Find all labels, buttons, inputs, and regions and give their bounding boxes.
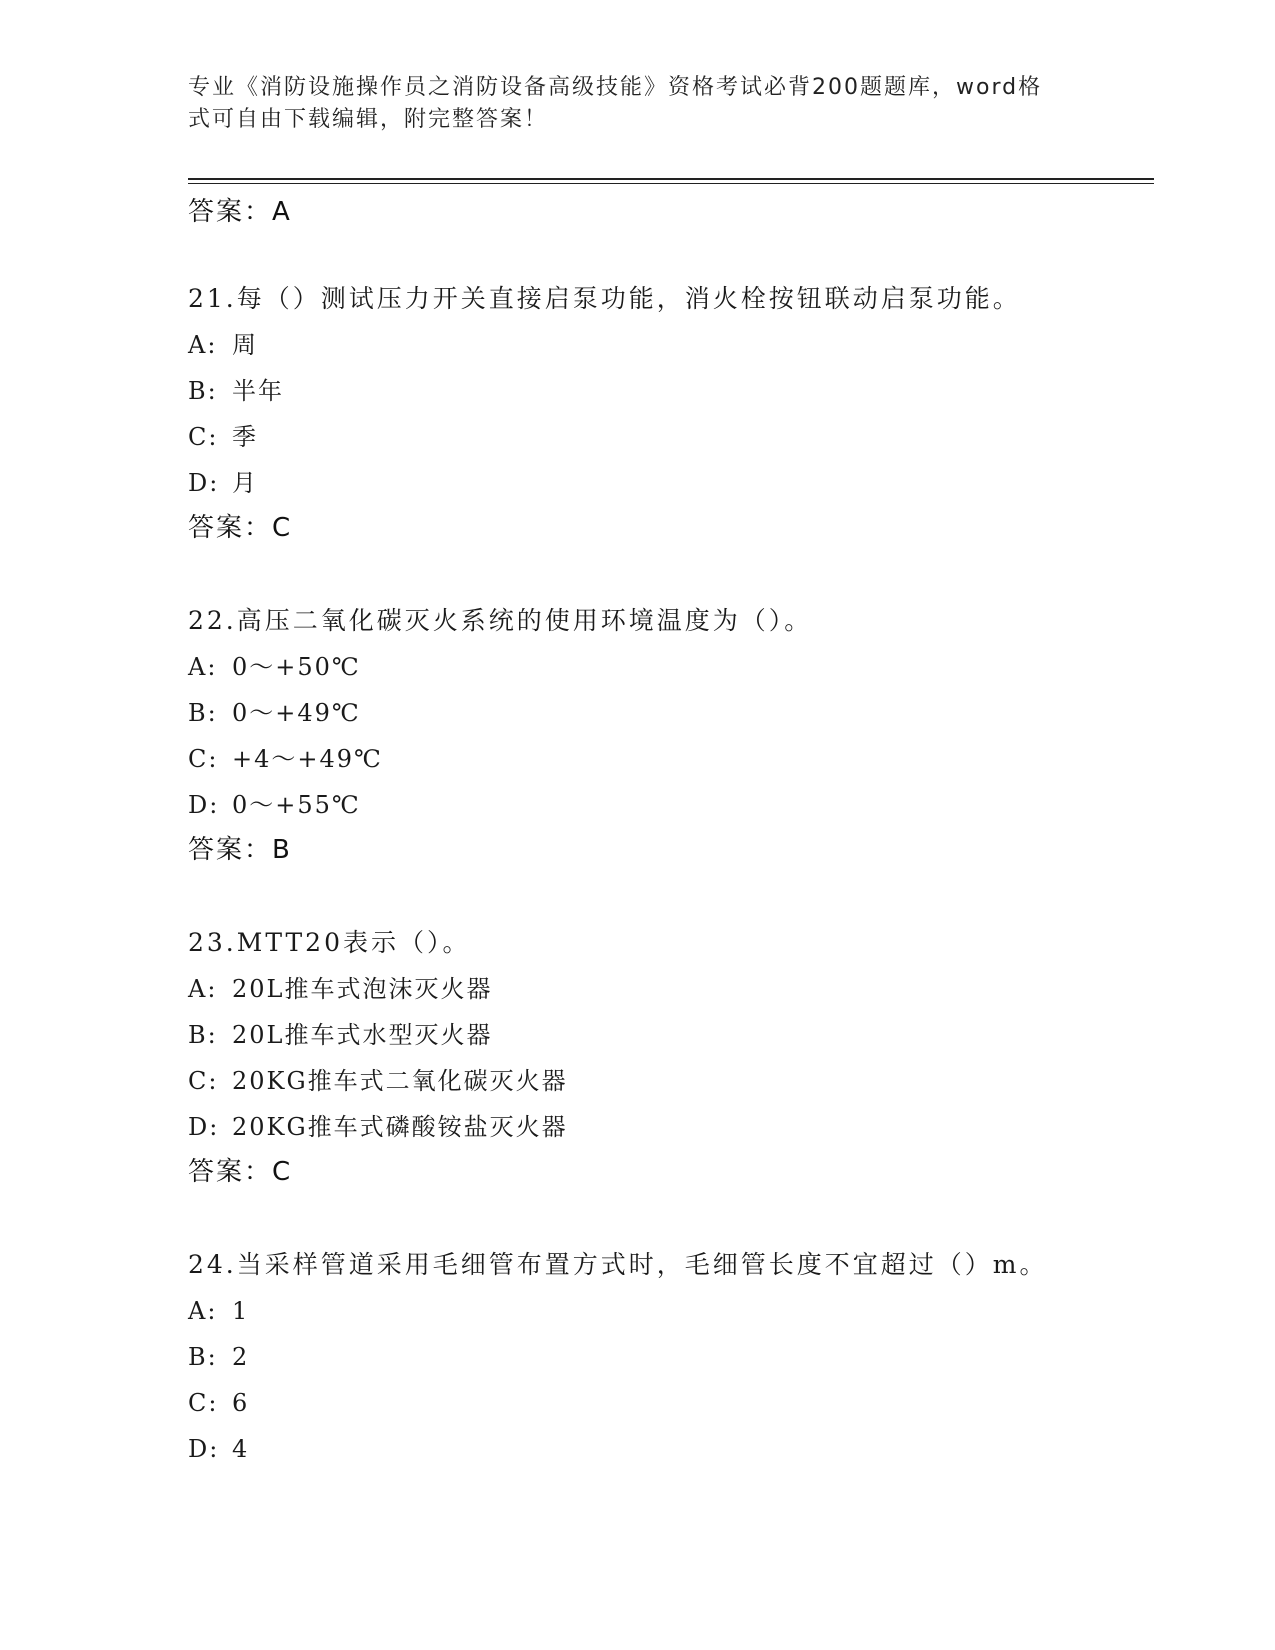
option-c: C: 季	[188, 423, 258, 451]
option-d: D: 4	[188, 1435, 250, 1463]
document-header	[188, 72, 1068, 136]
option-c: C: 6	[188, 1389, 250, 1417]
option-d: D: 月	[188, 469, 258, 497]
option-b: B: 0～+49℃	[188, 699, 361, 727]
question-list	[188, 190, 1154, 1472]
question-text: 22.高压二氧化碳灭火系统的使用环境温度为（）。	[188, 606, 813, 635]
answer-text: 答案：C	[188, 1157, 293, 1187]
option-d: D: 20KG推车式磷酸铵盐灭火器	[188, 1113, 568, 1141]
question-block	[188, 598, 1154, 872]
option-c: C: 20KG推车式二氧化碳灭火器	[188, 1067, 568, 1095]
header-divider-thin	[188, 183, 1154, 184]
option-b: B: 2	[188, 1343, 250, 1371]
question-block	[188, 276, 1154, 550]
header-line-2: 式可自由下载编辑，附完整答案！	[188, 107, 549, 132]
option-c: C: +4～+49℃	[188, 745, 383, 773]
header-line-1: 专业《消防设施操作员之消防设备高级技能》资格考试必背200题题库，word格	[188, 75, 1043, 100]
option-a: A: 1	[188, 1297, 250, 1325]
option-a: A: 周	[188, 331, 258, 359]
option-a: A: 20L推车式泡沫灭火器	[188, 975, 493, 1003]
answer-text: 答案：C	[188, 513, 293, 543]
question-text: 21.每（）测试压力开关直接启泵功能，消火栓按钮联动启泵功能。	[188, 284, 1021, 313]
question-block	[188, 1242, 1154, 1472]
option-d: D: 0～+55℃	[188, 791, 361, 819]
question-block	[188, 920, 1154, 1194]
question-text: 24.当采样管道采用毛细管布置方式时，毛细管长度不宜超过（）m。	[188, 1250, 1048, 1279]
answer-text: 答案：B	[188, 835, 292, 865]
option-b: B: 半年	[188, 377, 284, 405]
header-divider-thick	[188, 178, 1154, 180]
option-b: B: 20L推车式水型灭火器	[188, 1021, 493, 1049]
question-text: 23.MTT20表示（）。	[188, 928, 471, 957]
option-a: A: 0～+50℃	[188, 653, 361, 681]
previous-answer: 答案：A	[188, 197, 292, 227]
